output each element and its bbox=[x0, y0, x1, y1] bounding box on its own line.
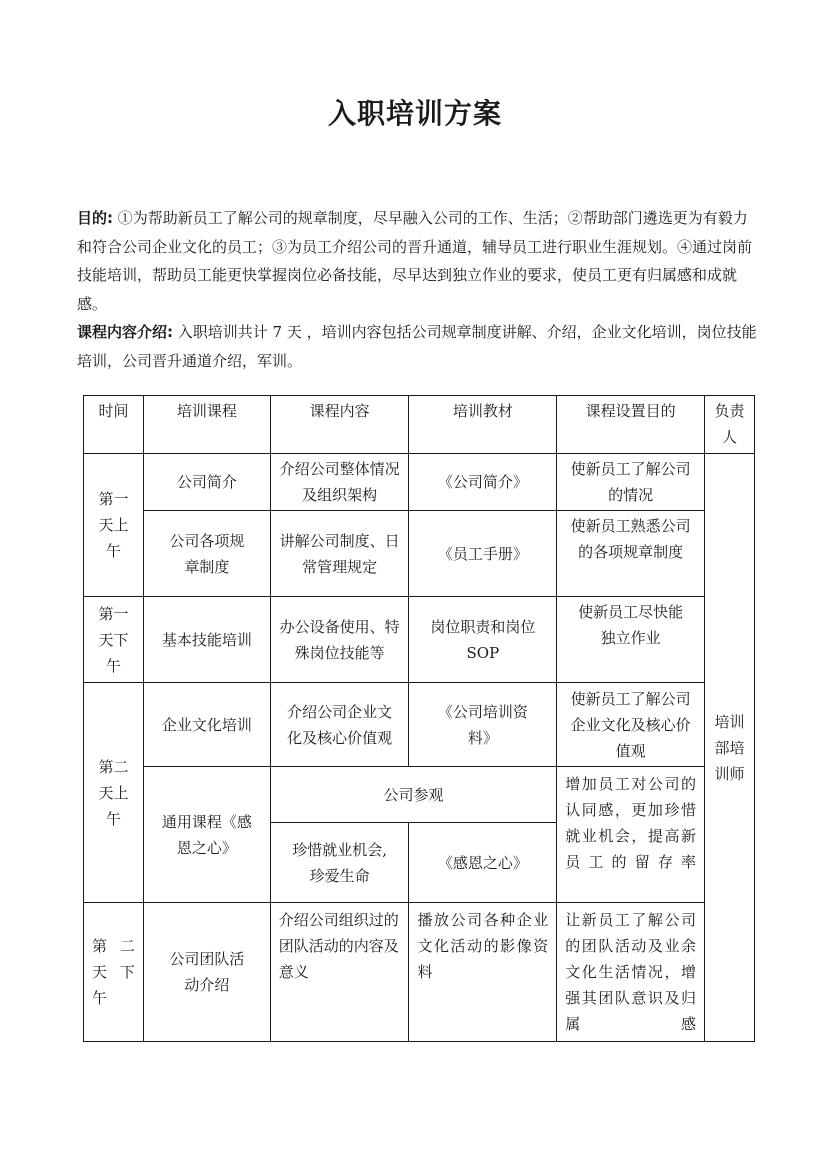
course-cell: 企业文化培训 bbox=[143, 683, 270, 767]
table-header-row bbox=[84, 396, 755, 454]
training-plan-table bbox=[83, 395, 755, 1042]
table-row bbox=[84, 903, 755, 1042]
content-cell: 珍惜就业机会,珍爱生命 bbox=[270, 823, 409, 903]
time-cell: 第一天下午 bbox=[84, 597, 144, 683]
course-cell: 公司各项规章制度 bbox=[143, 511, 270, 597]
time-cell: 第一天上午 bbox=[84, 454, 144, 597]
header-owner: 负责人 bbox=[705, 396, 755, 454]
header-material: 培训教材 bbox=[409, 396, 557, 454]
material-cell: 《员工手册》 bbox=[409, 511, 557, 597]
header-content: 课程内容 bbox=[270, 396, 409, 454]
purpose-cell: 使新员工熟悉公司的各项规章制度 bbox=[557, 511, 705, 597]
course-intro-paragraph bbox=[77, 318, 757, 375]
purpose-label: 目的: bbox=[77, 209, 113, 227]
purpose-cell: 使新员工了解公司的情况 bbox=[557, 454, 705, 511]
course-cell: 公司简介 bbox=[143, 454, 270, 511]
material-cell: 《公司简介》 bbox=[409, 454, 557, 511]
purpose-cell: 使新员工了解公司企业文化及核心价值观 bbox=[557, 683, 705, 767]
time-cell: 第二天上午 bbox=[84, 683, 144, 903]
table-row bbox=[84, 683, 755, 767]
course-cell: 公司团队活动介绍 bbox=[143, 903, 270, 1042]
course-intro-text: 入职培训共计 7 天 ，培训内容包括公司规章制度讲解、介绍，企业文化培训，岗位技能培训，公司晋升通道介绍，军训。 bbox=[77, 323, 757, 370]
header-time: 时间 bbox=[84, 396, 144, 454]
header-purpose: 课程设置目的 bbox=[557, 396, 705, 454]
purpose-cell: 增加员工对公司的认同感，更加珍惜就业机会，提高新员工的留存率 bbox=[557, 767, 705, 903]
purpose-cell: 让新员工了解公司的团队活动及业余文化生活情况，增强其团队意识及归属感 bbox=[557, 903, 705, 1042]
purpose-paragraph bbox=[77, 204, 757, 318]
table-row bbox=[84, 454, 755, 511]
content-cell: 介绍公司整体情况及组织架构 bbox=[270, 454, 409, 511]
course-intro-label: 课程内容介绍: bbox=[77, 323, 173, 341]
material-cell: 《公司培训资料》 bbox=[409, 683, 557, 767]
content-cell: 介绍公司企业文化及核心价值观 bbox=[270, 683, 409, 767]
time-cell: 第 二天下午 bbox=[84, 903, 144, 1042]
table-row bbox=[84, 511, 755, 597]
content-cell: 办公设备使用、特殊岗位技能等 bbox=[270, 597, 409, 683]
course-cell: 通用课程《感恩之心》 bbox=[143, 767, 270, 903]
purpose-cell: 使新员工尽快能独立作业 bbox=[557, 597, 705, 683]
material-cell: 播放公司各种企业文化活动的影像资料 bbox=[409, 903, 557, 1042]
material-cell: 《感恩之心》 bbox=[409, 823, 557, 903]
course-cell: 基本技能培训 bbox=[143, 597, 270, 683]
content-cell: 介绍公司组织过的团队活动的内容及意义 bbox=[270, 903, 409, 1042]
header-course: 培训课程 bbox=[143, 396, 270, 454]
table-row bbox=[84, 597, 755, 683]
content-merged-cell: 公司参观 bbox=[270, 767, 557, 823]
table-row bbox=[84, 767, 755, 823]
page-title: 入职培训方案 bbox=[327, 97, 502, 130]
content-cell: 讲解公司制度、日常管理规定 bbox=[270, 511, 409, 597]
purpose-text: ①为帮助新员工了解公司的规章制度，尽早融入公司的工作、生活；②帮助部门遴选更为有毅力和符合公司企业文化的员工；③为员工介绍公司的晋升通道，辅导员工进行职业生涯规划。④通过岗前技能培训，帮助员工能更快掌握岗位必备技能，尽早达到独立作业的要求，使员工更有归属感和成就感。 bbox=[77, 209, 753, 313]
owner-cell: 培训部培训师 bbox=[705, 454, 755, 1042]
material-cell: 岗位职责和岗位SOP bbox=[409, 597, 557, 683]
